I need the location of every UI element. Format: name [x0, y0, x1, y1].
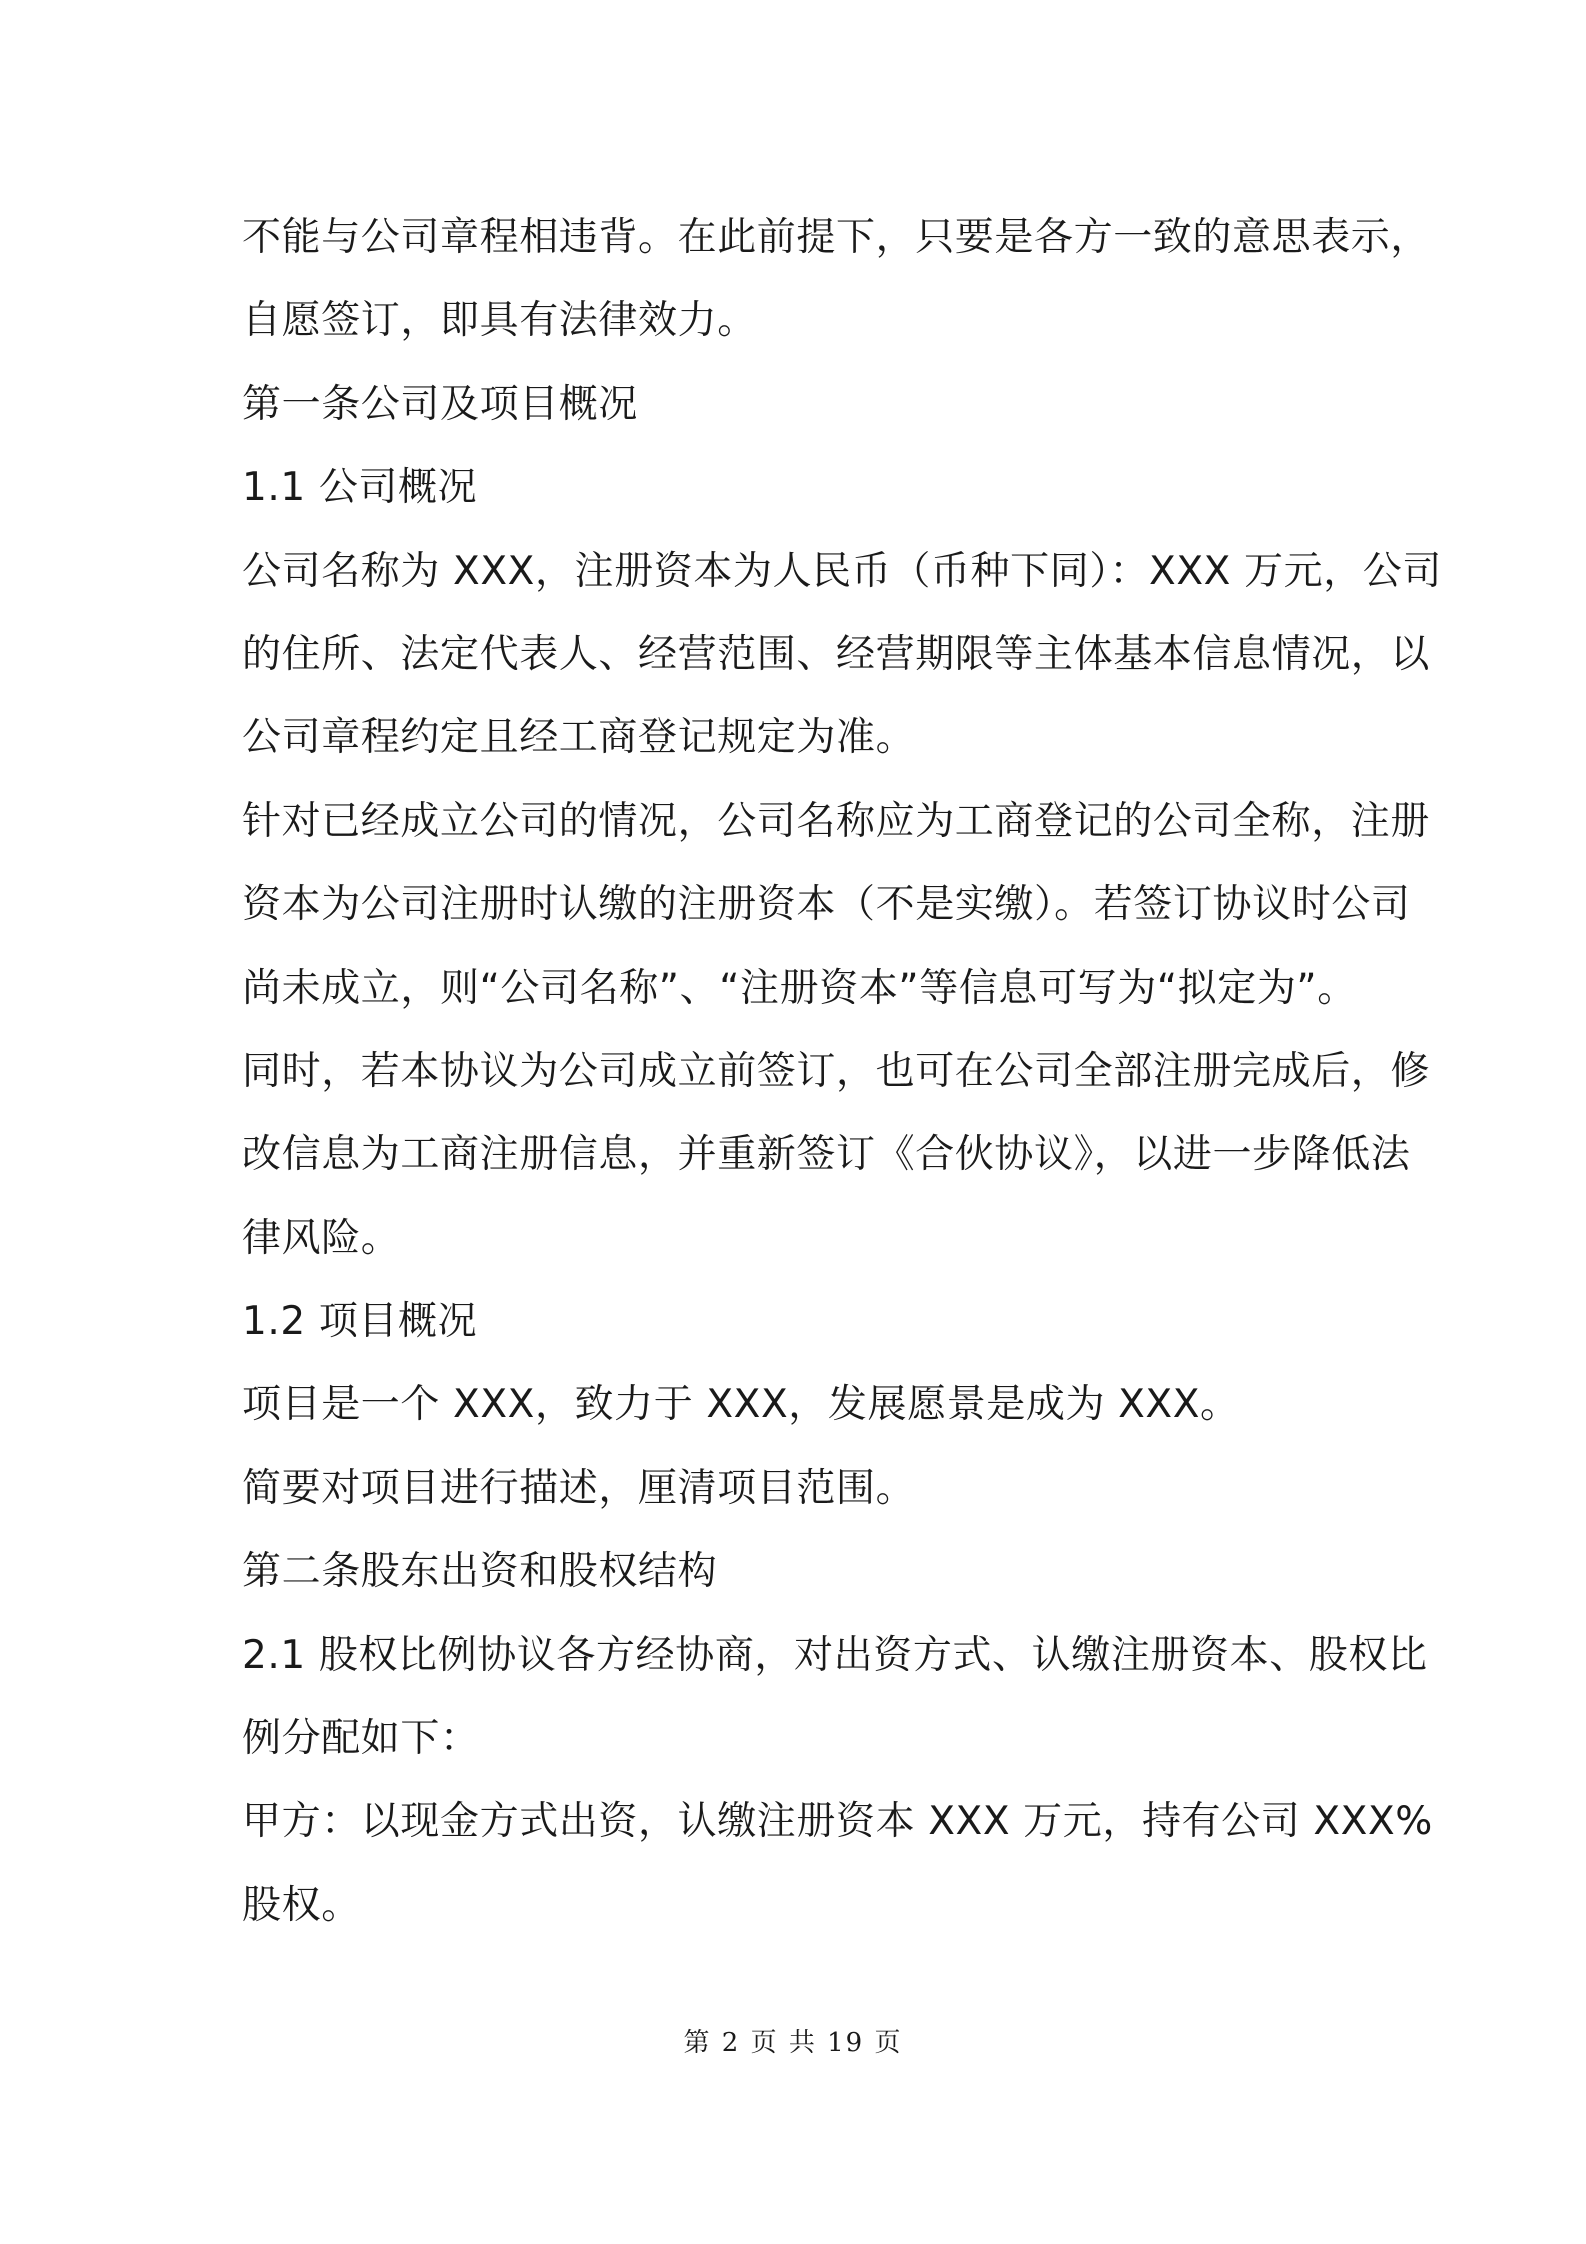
body-text-line: 简要对项目进行描述，厘清项目范围。 — [242, 1465, 916, 1511]
body-text-line: 改信息为工商注册信息，并重新签订《合伙协议》，以进一步降低法 — [242, 1132, 1411, 1178]
body-text-line: 股权。 — [242, 1882, 361, 1928]
body-text-line: 项目是一个 XXX，致力于 XXX，发展愿景是成为 XXX。 — [242, 1382, 1240, 1428]
body-text-line: 不能与公司章程相违背。在此前提下，只要是各方一致的意思表示， — [242, 215, 1431, 260]
body-text-line: 资本为公司注册时认缴的注册资本（不是实缴）。若签订协议时公司 — [242, 882, 1411, 928]
subsection-heading-2-1: 2.1 股权比例协议各方经协商，对出资方式、认缴注册资本、股权比 — [242, 1632, 1428, 1678]
body-text-line: 的住所、法定代表人、经营范围、经营期限等主体基本信息情况，以 — [242, 631, 1431, 677]
subsection-heading-1-1: 1.1 公司概况 — [242, 465, 478, 511]
section-heading-article-2: 第二条股东出资和股权结构 — [242, 1549, 718, 1595]
body-text-line: 甲方：以现金方式出资，认缴注册资本 XXX 万元，持有公司 XXX% — [242, 1799, 1433, 1845]
body-text-line: 公司名称为 XXX，注册资本为人民币（币种下同）：XXX 万元，公司 — [242, 548, 1442, 594]
subsection-heading-1-2: 1.2 项目概况 — [242, 1299, 478, 1345]
body-text-line: 尚未成立，则“公司名称”、“注册资本”等信息可写为“拟定为”。 — [242, 965, 1357, 1011]
body-text-line: 公司章程约定且经工商登记规定为准。 — [242, 715, 916, 761]
section-heading-article-1: 第一条公司及项目概况 — [242, 381, 639, 427]
body-text-line: 自愿签订，即具有法律效力。 — [242, 298, 757, 344]
body-text-line: 针对已经成立公司的情况，公司名称应为工商登记的公司全称，注册 — [242, 798, 1431, 844]
page-number-footer: 第 2 页 共 19 页 — [683, 2028, 903, 2058]
body-text-line: 例分配如下： — [242, 1716, 480, 1762]
body-text-line: 同时，若本协议为公司成立前签订，也可在公司全部注册完成后，修 — [242, 1048, 1431, 1094]
document-body — [242, 196, 1442, 1947]
body-text-line: 律风险。 — [242, 1215, 401, 1261]
